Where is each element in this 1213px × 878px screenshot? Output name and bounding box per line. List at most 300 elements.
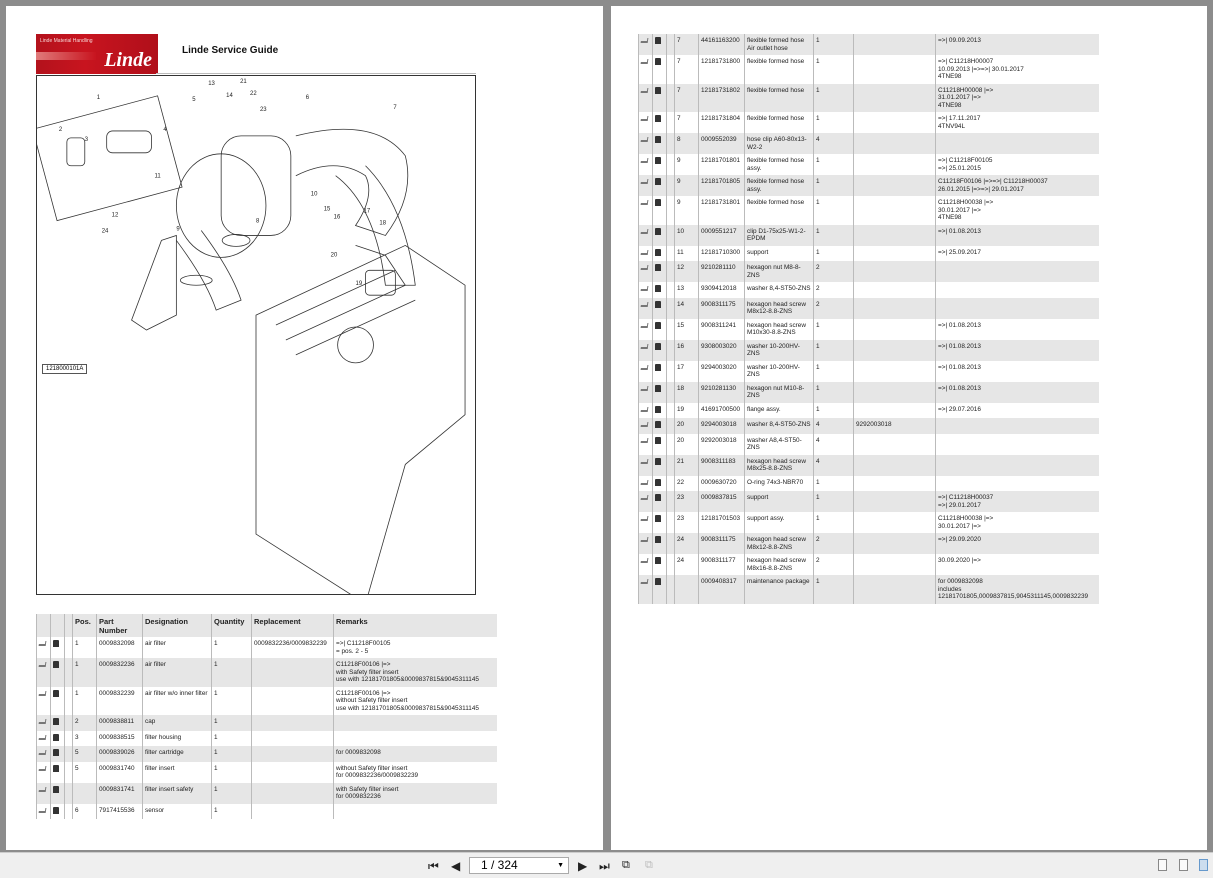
table-row <box>37 804 497 820</box>
cell-designation: hexagon head screw M8x25-8.8-ZNS <box>745 455 814 476</box>
cell-pos: 5 <box>73 762 97 783</box>
add-to-cart-icon[interactable] <box>641 438 649 443</box>
cell-designation: hexagon head screw M10x30-8.8-ZNS <box>745 319 814 340</box>
shopping-bag-icon[interactable] <box>53 786 59 793</box>
cell-remarks: =>| 29.07.2016 <box>936 403 1099 419</box>
cell-remarks: =>| 01.08.2013 <box>936 361 1099 382</box>
cell-quantity: 1 <box>814 154 854 175</box>
cell-part-number: 9008311241 <box>699 319 745 340</box>
shopping-bag-icon[interactable] <box>655 58 661 65</box>
table-row <box>639 340 1099 361</box>
cell-remarks: for 0009832098 <box>334 746 497 762</box>
cell-quantity: 1 <box>212 715 252 731</box>
table-row <box>639 133 1099 154</box>
cell-pos: 10 <box>675 225 699 246</box>
cell-pos: 1 <box>73 658 97 687</box>
cell-designation: sensor <box>143 804 212 820</box>
cell-pos: 17 <box>675 361 699 382</box>
cell-part-number: 12181701503 <box>699 512 745 533</box>
cell-replacement <box>854 491 936 512</box>
shopping-bag-icon[interactable] <box>655 157 661 164</box>
cell-designation: hexagon nut M10-8-ZNS <box>745 382 814 403</box>
cell-remarks <box>936 133 1099 154</box>
parts-table-right <box>638 34 1099 604</box>
shopping-bag-icon[interactable] <box>655 385 661 392</box>
cell-replacement <box>854 175 936 196</box>
cell-replacement <box>854 154 936 175</box>
cell-part-number: 9008311175 <box>699 533 745 554</box>
cell-replacement <box>854 455 936 476</box>
shopping-bag-icon[interactable] <box>53 749 59 756</box>
add-to-cart-icon[interactable] <box>641 495 649 500</box>
cell-designation: flexible formed hose Air outlet hose <box>745 34 814 55</box>
figure-id-label: 1218000101A <box>42 364 87 374</box>
page-1 <box>6 6 603 850</box>
cell-replacement <box>854 340 936 361</box>
cell-replacement <box>854 225 936 246</box>
page-2 <box>611 6 1207 850</box>
cell-part-number: 0009832098 <box>97 637 143 658</box>
cell-pos: 11 <box>675 246 699 262</box>
cell-quantity: 1 <box>814 382 854 403</box>
table-row <box>639 382 1099 403</box>
table-row <box>639 175 1099 196</box>
cell-replacement <box>854 298 936 319</box>
cell-designation: filter cartridge <box>143 746 212 762</box>
shopping-bag-icon[interactable] <box>655 37 661 44</box>
cell-quantity: 1 <box>814 196 854 225</box>
table-row <box>37 637 497 658</box>
cell-quantity: 2 <box>814 533 854 554</box>
cell-part-number: 0009408317 <box>699 575 745 604</box>
cell-part-number: 0009837815 <box>699 491 745 512</box>
cell-remarks <box>936 476 1099 492</box>
cell-pos: 9 <box>675 196 699 225</box>
cell-pos: 19 <box>675 403 699 419</box>
add-to-cart-icon[interactable] <box>641 579 649 584</box>
cell-designation: hexagon head screw M8x16-8.8-ZNS <box>745 554 814 575</box>
shopping-bag-icon[interactable] <box>655 301 661 308</box>
cell-replacement <box>252 783 334 804</box>
shopping-bag-icon[interactable] <box>655 136 661 143</box>
cell-replacement <box>854 282 936 298</box>
cell-remarks: =>| 29.09.2020 <box>936 533 1099 554</box>
cell-pos: 5 <box>73 746 97 762</box>
cell-part-number: 12181701801 <box>699 154 745 175</box>
cell-quantity: 1 <box>212 731 252 747</box>
cell-replacement <box>854 84 936 113</box>
add-to-cart-icon[interactable] <box>641 229 649 234</box>
cell-quantity: 1 <box>814 476 854 492</box>
cell-remarks <box>936 282 1099 298</box>
shopping-bag-icon[interactable] <box>655 87 661 94</box>
cell-quantity: 1 <box>814 491 854 512</box>
cell-remarks: C11218F00106 |=> without Safety filter insert use with 12181701805&0009837815&9045311145 <box>334 687 497 716</box>
cell-quantity: 1 <box>212 783 252 804</box>
parts-table-left <box>36 614 497 819</box>
add-to-cart-icon[interactable] <box>39 787 47 792</box>
diagram-callout: 19 <box>355 281 363 288</box>
cell-replacement <box>252 762 334 783</box>
add-to-cart-icon[interactable] <box>641 323 649 328</box>
add-to-cart-icon[interactable] <box>641 179 649 184</box>
shopping-bag-icon[interactable] <box>655 199 661 206</box>
add-to-cart-icon[interactable] <box>39 691 47 696</box>
cell-replacement <box>854 554 936 575</box>
cell-part-number: 9294003020 <box>699 361 745 382</box>
cell-designation: flexible formed hose <box>745 112 814 133</box>
cell-pos: 16 <box>675 340 699 361</box>
cell-quantity: 1 <box>212 762 252 783</box>
add-to-cart-icon[interactable] <box>641 558 649 563</box>
shopping-bag-icon[interactable] <box>655 364 661 371</box>
cell-designation: hexagon nut M8-8-ZNS <box>745 261 814 282</box>
add-to-cart-icon[interactable] <box>641 137 649 142</box>
shopping-bag-icon[interactable] <box>655 264 661 271</box>
diagram-callout: 4 <box>163 126 167 133</box>
add-to-cart-icon[interactable] <box>39 641 47 646</box>
shopping-bag-icon[interactable] <box>53 734 59 741</box>
table-row <box>639 319 1099 340</box>
cell-replacement <box>252 687 334 716</box>
page-number-input[interactable] <box>469 857 569 874</box>
cell-replacement <box>252 731 334 747</box>
cell-pos: 7 <box>675 34 699 55</box>
cell-part-number: 12181731801 <box>699 196 745 225</box>
cell-remarks <box>936 418 1099 434</box>
cell-quantity: 1 <box>814 246 854 262</box>
cell-designation: filter insert safety <box>143 783 212 804</box>
add-to-cart-icon[interactable] <box>641 407 649 412</box>
cell-part-number: 12181701805 <box>699 175 745 196</box>
shopping-bag-icon[interactable] <box>655 536 661 543</box>
table-row <box>639 154 1099 175</box>
cell-part-number: 0009838515 <box>97 731 143 747</box>
cell-quantity: 4 <box>814 455 854 476</box>
pdf-toolbar <box>0 852 1213 878</box>
cell-quantity: 1 <box>814 225 854 246</box>
cell-part-number: 41691700500 <box>699 403 745 419</box>
add-to-cart-icon[interactable] <box>641 116 649 121</box>
cell-remarks: =>| C11218H00007 10.09.2013 |=>=>| 30.01.2017 4TNE98 <box>936 55 1099 84</box>
cell-remarks: C11218H00038 |=> 30.01.2017 |=> <box>936 512 1099 533</box>
cell-designation: washer 8,4-ST50-ZNS <box>745 282 814 298</box>
cell-quantity: 2 <box>814 261 854 282</box>
table-row <box>639 84 1099 113</box>
add-to-cart-icon[interactable] <box>641 480 649 485</box>
cell-quantity: 1 <box>814 84 854 113</box>
cell-part-number: 0009832236 <box>97 658 143 687</box>
cell-part-number: 12181731800 <box>699 55 745 84</box>
cell-remarks <box>936 455 1099 476</box>
cell-pos: 23 <box>675 512 699 533</box>
shopping-bag-icon[interactable] <box>655 249 661 256</box>
header-remarks: Remarks <box>334 614 497 637</box>
diagram-callout: 15 <box>323 206 331 213</box>
shopping-bag-icon[interactable] <box>655 515 661 522</box>
table-row <box>639 403 1099 419</box>
cell-remarks: =>| 01.08.2013 <box>936 225 1099 246</box>
diagram-callout: 10 <box>310 191 318 198</box>
shopping-bag-icon[interactable] <box>655 178 661 185</box>
cell-quantity: 1 <box>814 403 854 419</box>
cell-quantity: 1 <box>212 804 252 820</box>
cell-part-number: 9210281110 <box>699 261 745 282</box>
diagram-callout: 3 <box>84 136 89 143</box>
cell-designation: hexagon head screw M8x12-8.8-ZNS <box>745 298 814 319</box>
cell-pos: 9 <box>675 175 699 196</box>
cell-quantity: 2 <box>814 554 854 575</box>
cell-designation: support <box>745 491 814 512</box>
next-page-button[interactable]: ▶ <box>578 859 588 873</box>
chevron-down-icon[interactable]: ▼ <box>557 862 564 869</box>
cell-remarks: =>| 17.11.2017 4TNV94L <box>936 112 1099 133</box>
cell-replacement <box>854 512 936 533</box>
cell-pos: 3 <box>73 731 97 747</box>
cell-remarks: with Safety filter insert for 0009832236 <box>334 783 497 804</box>
shopping-bag-icon[interactable] <box>655 228 661 235</box>
cell-part-number: 44161163200 <box>699 34 745 55</box>
cell-pos: 14 <box>675 298 699 319</box>
view-toggle-icon[interactable]: ⧉ <box>622 859 630 871</box>
cell-pos: 12 <box>675 261 699 282</box>
logo-brand-small: Linde Material Handling <box>40 38 93 44</box>
shopping-bag-icon[interactable] <box>655 343 661 350</box>
header-pos: Pos. <box>73 614 97 637</box>
cell-remarks: =>| C11218F00105 =>| 25.01.2015 <box>936 154 1099 175</box>
shopping-bag-icon[interactable] <box>655 322 661 329</box>
cell-pos: 13 <box>675 282 699 298</box>
cell-pos: 9 <box>675 154 699 175</box>
cell-part-number: 0009551217 <box>699 225 745 246</box>
cell-part-number: 0009831741 <box>97 783 143 804</box>
shopping-bag-icon[interactable] <box>655 557 661 564</box>
cell-designation: cap <box>143 715 212 731</box>
add-to-cart-icon[interactable] <box>641 38 649 43</box>
cell-pos: 20 <box>675 434 699 455</box>
cell-remarks: =>| 01.08.2013 <box>936 319 1099 340</box>
add-to-cart-icon[interactable] <box>39 719 47 724</box>
cell-designation: filter housing <box>143 731 212 747</box>
table-row <box>639 246 1099 262</box>
cell-designation: flexible formed hose assy. <box>745 154 814 175</box>
cell-remarks <box>936 298 1099 319</box>
shopping-bag-icon[interactable] <box>655 115 661 122</box>
continuous-view-icon[interactable] <box>1179 859 1188 871</box>
add-to-cart-icon[interactable] <box>641 516 649 521</box>
shopping-bag-icon[interactable] <box>53 640 59 647</box>
table-row <box>639 434 1099 455</box>
cell-pos: 22 <box>675 476 699 492</box>
cell-replacement <box>854 361 936 382</box>
cell-quantity: 1 <box>814 34 854 55</box>
header-part: Part Number <box>97 614 143 637</box>
table-row <box>639 476 1099 492</box>
first-page-button[interactable]: ⏮ <box>428 859 439 873</box>
cell-part-number: 9008311177 <box>699 554 745 575</box>
cell-quantity: 1 <box>212 658 252 687</box>
cell-pos: 20 <box>675 418 699 434</box>
cell-designation: flexible formed hose <box>745 55 814 84</box>
previous-page-button[interactable]: ◀ <box>451 859 461 873</box>
cell-remarks <box>334 731 497 747</box>
cell-designation: support assy. <box>745 512 814 533</box>
add-to-cart-icon[interactable] <box>39 808 47 813</box>
cell-quantity: 1 <box>814 319 854 340</box>
add-to-cart-icon[interactable] <box>641 386 649 391</box>
cell-quantity: 4 <box>814 418 854 434</box>
cell-replacement: 9292003018 <box>854 418 936 434</box>
cell-remarks: without Safety filter insert for 0009832236/0009832239 <box>334 762 497 783</box>
cell-quantity: 4 <box>814 434 854 455</box>
cell-pos: 7 <box>675 84 699 113</box>
cell-remarks: C11218H00038 |=> 30.01.2017 |=> 4TNE98 <box>936 196 1099 225</box>
add-to-cart-icon[interactable] <box>641 537 649 542</box>
shopping-bag-icon[interactable] <box>53 807 59 814</box>
cell-quantity: 1 <box>212 746 252 762</box>
cell-replacement <box>854 55 936 84</box>
cell-part-number: 9008311175 <box>699 298 745 319</box>
table-row <box>639 418 1099 434</box>
last-page-button[interactable]: ⏭ <box>599 859 610 873</box>
table-row <box>639 196 1099 225</box>
add-to-cart-icon[interactable] <box>39 750 47 755</box>
diagram-callout: 1 <box>96 95 101 102</box>
header-designation: Designation <box>143 614 212 637</box>
cell-remarks: C11218H00008 |=> 31.01.2017 |=> 4TNE98 <box>936 84 1099 113</box>
diagram-callout: 17 <box>363 208 371 215</box>
cell-quantity: 1 <box>814 55 854 84</box>
cell-part-number: 0009839026 <box>97 746 143 762</box>
shopping-bag-icon[interactable] <box>53 718 59 725</box>
cell-pos: 23 <box>675 491 699 512</box>
add-to-cart-icon[interactable] <box>641 422 649 427</box>
table-row <box>37 715 497 731</box>
shopping-bag-icon[interactable] <box>655 421 661 428</box>
table-row <box>639 298 1099 319</box>
diagram-callout: 23 <box>259 107 267 114</box>
cell-pos: 2 <box>73 715 97 731</box>
cell-remarks: =>| C11218H00037 =>| 29.01.2017 <box>936 491 1099 512</box>
add-to-cart-icon[interactable] <box>641 286 649 291</box>
add-to-cart-icon[interactable] <box>641 459 649 464</box>
cell-quantity: 1 <box>212 687 252 716</box>
add-to-cart-icon[interactable] <box>39 735 47 740</box>
cell-replacement <box>854 196 936 225</box>
cell-part-number: 9292003018 <box>699 434 745 455</box>
cell-part-number: 0009552039 <box>699 133 745 154</box>
shopping-bag-icon[interactable] <box>655 285 661 292</box>
cell-replacement <box>854 112 936 133</box>
diagram-callout: 6 <box>305 95 310 102</box>
view-toggle-disabled-icon[interactable]: ⧉ <box>645 859 653 871</box>
table-row <box>639 112 1099 133</box>
cell-remarks: =>| 09.09.2013 <box>936 34 1099 55</box>
cell-replacement <box>854 246 936 262</box>
single-page-view-icon[interactable] <box>1158 859 1167 871</box>
add-to-cart-icon[interactable] <box>641 158 649 163</box>
cell-pos: 24 <box>675 554 699 575</box>
cell-remarks <box>936 434 1099 455</box>
cell-designation: washer 10-200HV-ZNS <box>745 361 814 382</box>
cell-replacement <box>854 382 936 403</box>
cell-remarks: =>| 01.08.2013 <box>936 340 1099 361</box>
table-row <box>37 783 497 804</box>
shopping-bag-icon[interactable] <box>655 578 661 585</box>
shopping-bag-icon[interactable] <box>655 494 661 501</box>
cell-part-number: 0009831740 <box>97 762 143 783</box>
header-quantity: Quantity <box>212 614 252 637</box>
cell-pos: 18 <box>675 382 699 403</box>
cell-remarks: =>| 25.09.2017 <box>936 246 1099 262</box>
table-header-row <box>37 614 497 637</box>
add-to-cart-icon[interactable] <box>39 662 47 667</box>
table-row <box>639 361 1099 382</box>
add-to-cart-icon[interactable] <box>641 265 649 270</box>
cell-remarks: =>| C11218F00105 = pos. 2 - 5 <box>334 637 497 658</box>
table-row <box>639 55 1099 84</box>
add-to-cart-icon[interactable] <box>39 766 47 771</box>
shopping-bag-icon[interactable] <box>53 690 59 697</box>
cell-part-number: 12181731804 <box>699 112 745 133</box>
cell-part-number: 0009838811 <box>97 715 143 731</box>
shopping-bag-icon[interactable] <box>655 406 661 413</box>
cell-part-number: 12181731802 <box>699 84 745 113</box>
two-page-view-icon[interactable] <box>1199 859 1208 871</box>
shopping-bag-icon[interactable] <box>655 479 661 486</box>
cell-designation: washer A8,4-ST50-ZNS <box>745 434 814 455</box>
cell-pos: 24 <box>675 533 699 554</box>
cell-designation: flexible formed hose <box>745 84 814 113</box>
table-row <box>37 762 497 783</box>
cell-quantity: 1 <box>814 512 854 533</box>
add-to-cart-icon[interactable] <box>641 200 649 205</box>
table-row <box>37 658 497 687</box>
cell-designation: air filter <box>143 637 212 658</box>
cell-part-number: 9309412018 <box>699 282 745 298</box>
add-to-cart-icon[interactable] <box>641 365 649 370</box>
add-to-cart-icon[interactable] <box>641 59 649 64</box>
shopping-bag-icon[interactable] <box>655 437 661 444</box>
shopping-bag-icon[interactable] <box>53 661 59 668</box>
table-row <box>639 225 1099 246</box>
diagram-callout: 9 <box>176 226 180 233</box>
cell-quantity: 4 <box>814 133 854 154</box>
cell-replacement: 0009832236/0009832239 <box>252 637 334 658</box>
add-to-cart-icon[interactable] <box>641 302 649 307</box>
shopping-bag-icon[interactable] <box>53 765 59 772</box>
diagram-callout: 11 <box>154 173 161 180</box>
diagram-callout: 2 <box>58 126 63 133</box>
cell-quantity: 1 <box>814 361 854 382</box>
cell-quantity: 1 <box>814 340 854 361</box>
cell-designation: flexible formed hose <box>745 196 814 225</box>
exploded-parts-diagram <box>36 75 476 595</box>
cell-designation: clip D1-75x25-W1-2-EPDM <box>745 225 814 246</box>
add-to-cart-icon[interactable] <box>641 344 649 349</box>
cell-pos: 8 <box>675 133 699 154</box>
cell-part-number: 9308003020 <box>699 340 745 361</box>
table-row <box>639 533 1099 554</box>
table-row <box>639 282 1099 298</box>
diagram-callout: 5 <box>192 97 196 104</box>
cell-designation: washer 10-200HV-ZNS <box>745 340 814 361</box>
add-to-cart-icon[interactable] <box>641 88 649 93</box>
diagram-callout: 7 <box>393 105 397 112</box>
shopping-bag-icon[interactable] <box>655 458 661 465</box>
diagram-callout: 24 <box>101 228 109 235</box>
add-to-cart-icon[interactable] <box>641 250 649 255</box>
